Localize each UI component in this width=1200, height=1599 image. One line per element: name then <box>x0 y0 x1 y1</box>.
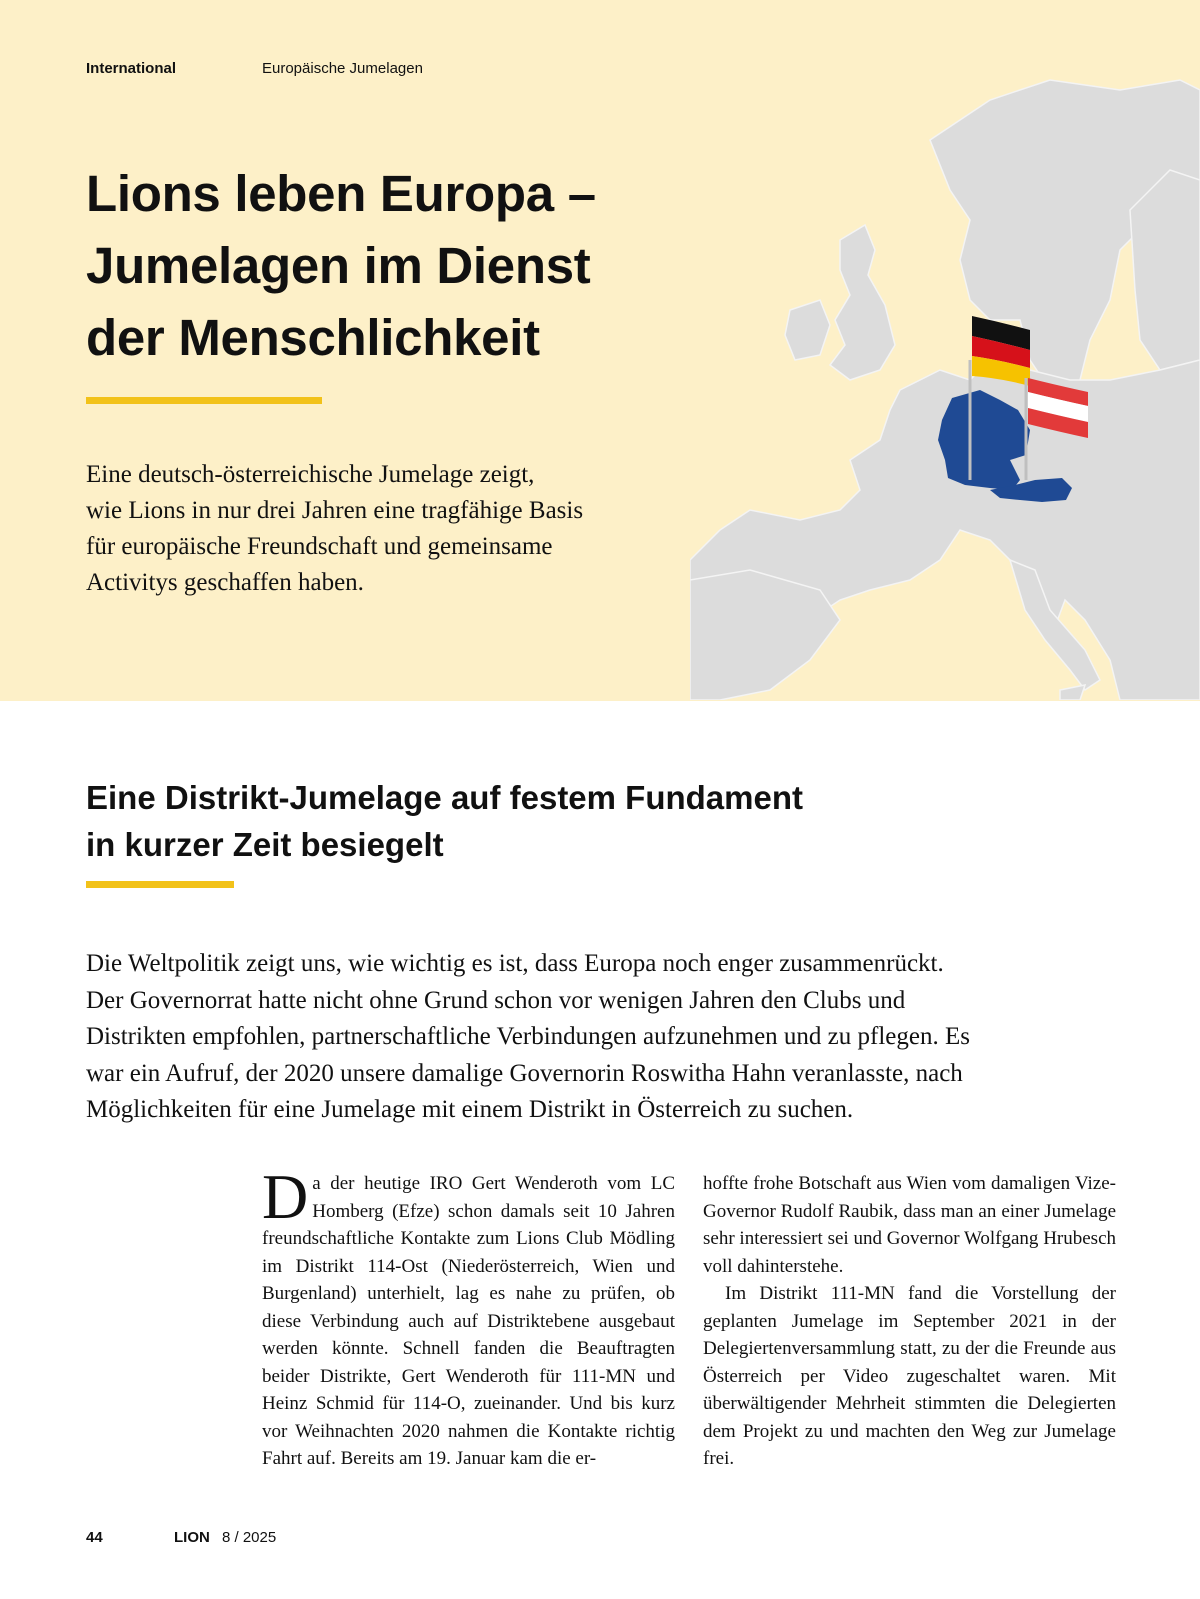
europe-map-illustration <box>690 60 1200 700</box>
heading-line: in kurzer Zeit besiegelt <box>86 826 444 863</box>
body-column-left <box>262 1161 675 1473</box>
title-line: Jumelagen im Dienst <box>86 237 591 294</box>
body-text: Im Distrikt 111-MN fand die Vorstellung der geplanten Jumelage im September 2021 in der Delegiertenversammlung statt, zu der die Freunde aus Österreich per Video zugeschaltet waren. Mit überwältigender Mehrheit stimmten die Delegierten dem Projekt zu und machten den Weg zur Jumelage frei. <box>703 1283 1116 1469</box>
section-label: International <box>86 60 177 77</box>
finland-land <box>1130 170 1200 370</box>
sicily-land <box>1060 685 1085 700</box>
lead-paragraph: Die Weltpolitik zeigt uns, wie wichtig es ist, dass Europa noch enger zusammenrückt. Der Governorrat hatte nicht ohne Grund schon vor wenigen Jahren den Clubs und Distrikten empfohlen, partnerschaftliche Verbindungen aufzunehmen und zu pflegen. Es war ein Aufruf, der 2020 unsere damalige Governorin Roswitha Hahn veranlasste, nach Möglichkeiten für eine Jumelage mit einem Distrikt in Österreich zu suchen. <box>86 950 970 1123</box>
heading-line: Eine Distrikt-Jumelage auf festem Fundament <box>86 779 803 816</box>
title-underline <box>86 397 322 404</box>
issue-number: 8 / 2025 <box>222 1529 277 1546</box>
body-text: hoffte frohe Botschaft aus Wien vom damaligen Vize-Governor Rudolf Raubik, dass man an einer Jumelage sehr interessiert sei und Governor Wolfgang Hrubesch voll dahinterstehe. <box>703 1173 1116 1277</box>
title-line: der Menschlichkeit <box>86 309 540 366</box>
hero-banner <box>0 0 1200 701</box>
body-column-right <box>703 1170 1116 1473</box>
iberia-land <box>690 570 840 700</box>
section-heading <box>86 774 946 868</box>
magazine-name: LION <box>174 1529 210 1546</box>
intro-text: Eine deutsch-österreichische Jumelage zeigt, wie Lions in nur drei Jahren eine tragfähige Basis für europäische Freundschaft und gemeinsame Activitys geschaffen haben. <box>86 461 584 596</box>
title-line: Lions leben Europa – <box>86 165 596 222</box>
drop-cap: D <box>262 1161 309 1232</box>
page-title <box>86 158 706 374</box>
page-number: 44 <box>86 1529 103 1546</box>
heading-underline <box>86 881 234 888</box>
topic-label: Europäische Jumelagen <box>262 60 423 77</box>
ireland-land <box>785 300 830 360</box>
britain-land <box>830 225 895 380</box>
body-text: a der heutige IRO Gert Wenderoth vom LC Homberg (Efze) schon damals seit 10 Jahren freundschaftliche Kontakte zum Lions Club Mödling im Distrikt 114-Ost (Niederösterreich, Wien und Burgenland) unterhielt, lag es nahe zu prüfen, ob diese Verbindung auch auf Distriktebene ausgebaut werden könnte. Schnell fanden die Beauftragten beider Distrikte, Gert Wenderoth für 111-MN und Heinz Schmid für 114-O, zueinander. Und bis kurz vor Weihnachten 2020 nahmen die Kontakte richtig Fahrt auf. Bereits am 19. Januar kam die er- <box>262 1173 675 1469</box>
